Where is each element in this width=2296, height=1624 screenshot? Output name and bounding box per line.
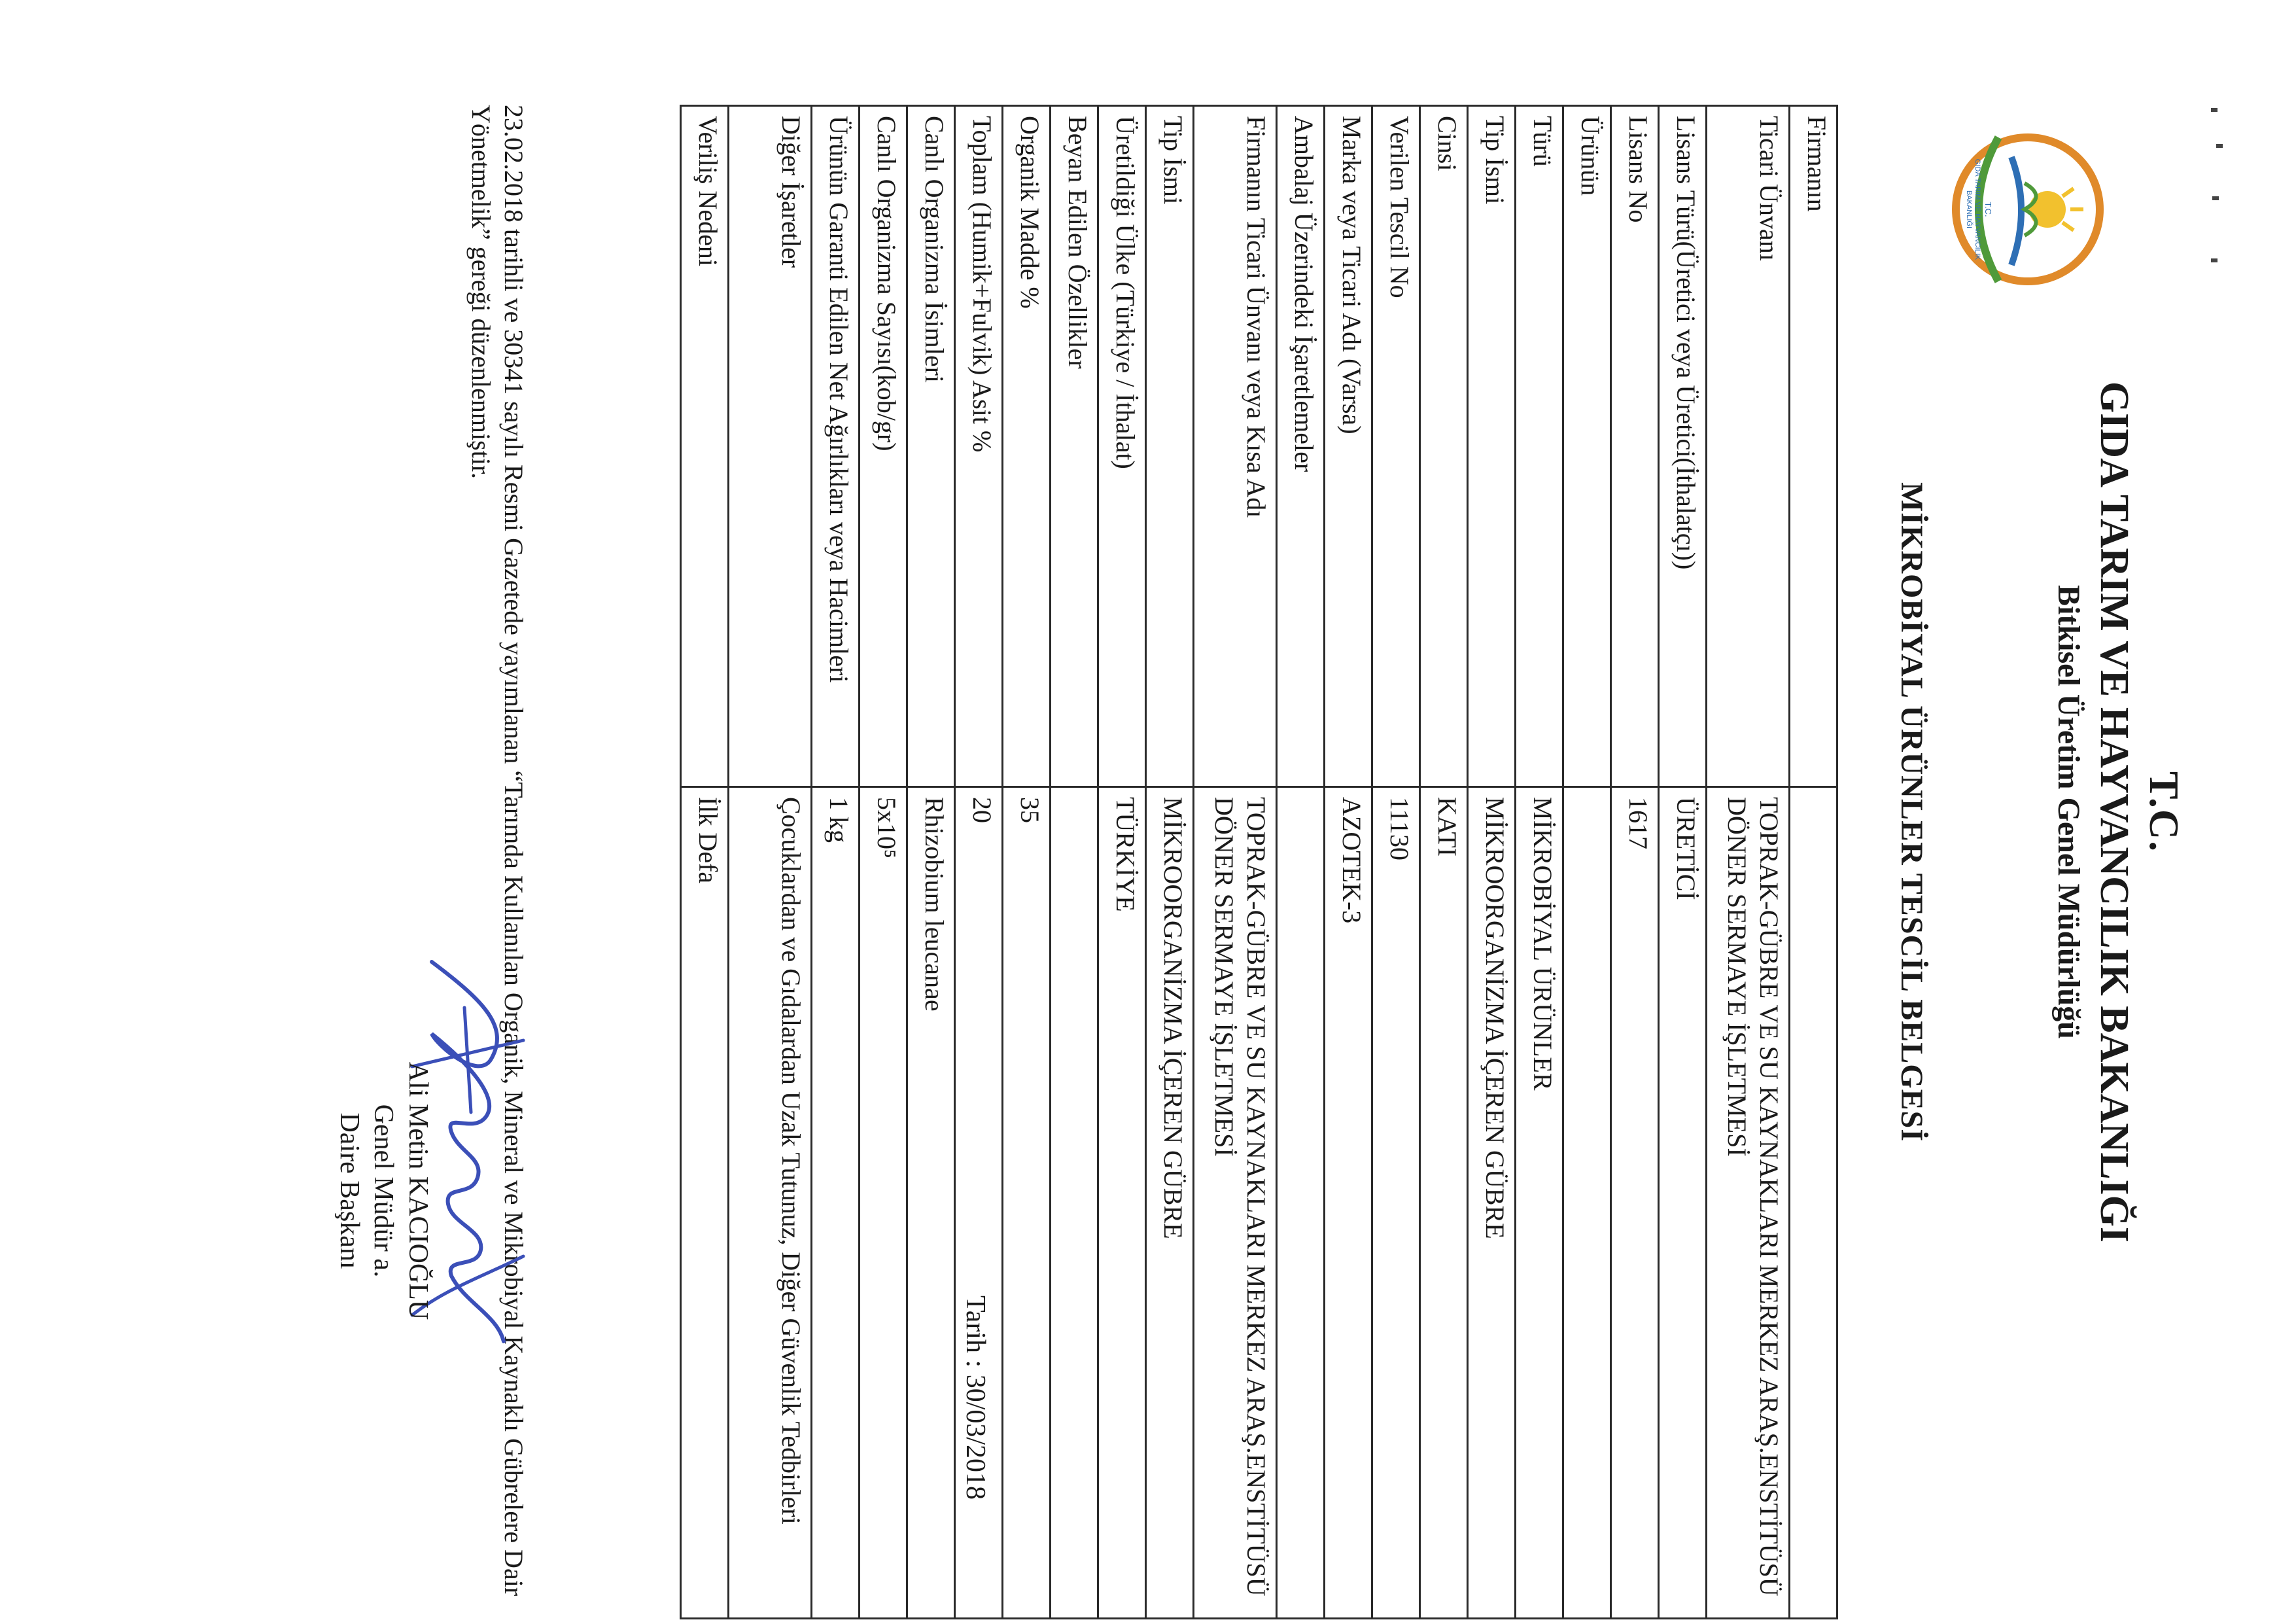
row-value: 1 kg	[812, 787, 860, 1619]
table-row	[1325, 106, 1372, 1619]
row-label: Canlı Organizma İsimleri	[907, 106, 955, 787]
row-label: Diğer İşaretler	[729, 106, 812, 787]
svg-text:T.C.: T.C.	[1983, 202, 1993, 217]
row-label: Verilen Tescil No	[1372, 106, 1420, 787]
header-ministry: GIDA TARIM VE HAYVANCILIK BAKANLIĞI	[2092, 381, 2136, 1243]
row-label: Firmanın Ticari Ünvanı veya Kısa Adı	[1194, 106, 1277, 787]
header-directorate: Bitkisel Üretim Genel Müdürlüğü	[2051, 585, 2086, 1039]
table-row	[1659, 106, 1707, 1619]
row-label: Veriliş Nedeni	[681, 106, 729, 787]
scan-speck	[2211, 108, 2218, 112]
signatory-block	[332, 962, 436, 1420]
row-value: KATI	[1420, 787, 1468, 1619]
table-row	[1563, 106, 1611, 1619]
scan-speck	[2211, 258, 2218, 262]
signatory-title: Genel Müdür a.	[368, 1104, 399, 1278]
row-label: Tip İsmi	[1146, 106, 1194, 787]
table-row	[1277, 106, 1325, 1619]
signatory-department: Daire Başkanı	[334, 1112, 364, 1269]
table-row	[1707, 106, 1790, 1619]
table-row	[729, 106, 812, 1619]
row-value: 5x10⁵	[860, 787, 907, 1619]
document-title: MİKROBİYAL ÜRÜNLER TESCİL BELGESİ	[1894, 482, 1929, 1142]
row-value: 35	[1003, 787, 1051, 1619]
table-row	[1051, 106, 1098, 1619]
scan-speck	[2212, 196, 2219, 200]
row-label: Beyan Edilen Özellikler	[1051, 106, 1098, 787]
row-label: Üretildiği Ülke (Türkiye / İthalat)	[1098, 106, 1146, 787]
table-row	[812, 106, 860, 1619]
row-label: Tip İsmi	[1468, 106, 1516, 787]
row-label: Ticari Ünvanı	[1707, 106, 1790, 787]
row-value: ÜRETİCİ	[1659, 787, 1707, 1619]
row-value: İlk Defa	[681, 787, 729, 1619]
row-value: 20	[955, 787, 1003, 1619]
issue-date: Tarih : 30/03/2018	[960, 1296, 990, 1500]
table-row	[1790, 106, 1837, 1619]
row-value	[1277, 787, 1325, 1619]
row-label: Organik Madde %	[1003, 106, 1051, 787]
row-value: MİKROORGANİZMA İÇEREN GÜBRE	[1146, 787, 1194, 1619]
table-row	[1098, 106, 1146, 1619]
row-value: AZOTEK-3	[1325, 787, 1372, 1619]
table-row	[907, 106, 955, 1619]
row-value	[1563, 787, 1611, 1619]
row-value: Rhizobium leucanae	[907, 787, 955, 1619]
row-label: Canlı Organizma Sayısı(kob/gr)	[860, 106, 907, 787]
row-label: Cinsi	[1420, 106, 1468, 787]
row-label: Firmanın	[1790, 106, 1837, 787]
table-row	[1194, 106, 1277, 1619]
registration-table	[680, 105, 1838, 1619]
svg-text:BAKANLIĞI: BAKANLIĞI	[1965, 190, 1973, 229]
table-row	[1468, 106, 1516, 1619]
row-label: Ambalaj Üzerindeki İşaretlemeler	[1277, 106, 1325, 787]
row-label: Ürünün Garanti Edilen Net Ağırlıkları veya Hacimleri	[812, 106, 860, 787]
row-value: Çocuklardan ve Gıdalardan Uzak Tutunuz, Diğer Güvenlik Tedbirleri	[729, 787, 812, 1619]
row-label: Türü	[1516, 106, 1563, 787]
regulation-note: 23.02.2018 tarihli ve 30341 sayılı Resmi Gazetede yayımlanan “Tarımda Kullanılan Organik, Mineral ve Mikrobiyal Kaynaklı Gübrelere Dair Yönetmelik” gereği düzenlenmiştir.	[466, 105, 529, 1597]
scan-speck	[2216, 144, 2223, 148]
table-row	[1003, 106, 1051, 1619]
row-label: Lisans Türü(Üretici veya Üretici(İthalatçı))	[1659, 106, 1707, 787]
table-row	[1146, 106, 1194, 1619]
row-label: Ürünün	[1563, 106, 1611, 787]
row-value: MİKROBİYAL ÜRÜNLER	[1516, 787, 1563, 1619]
row-value: MİKROORGANİZMA İÇEREN GÜBRE	[1468, 787, 1516, 1619]
row-value: TOPRAK-GÜBRE VE SU KAYNAKLARI MERKEZ ARAŞ.ENSTİTÜSÜ DÖNER SERMAYE İŞLETMESİ	[1707, 787, 1790, 1619]
row-label: Lisans No	[1611, 106, 1659, 787]
signatory-name: Ali Metin KACIOĞLU	[403, 1061, 433, 1320]
table-row	[681, 106, 729, 1619]
table-row	[1372, 106, 1420, 1619]
row-value	[1790, 787, 1837, 1619]
svg-text:GIDA TARIM VE HAYVANCILIK: GIDA TARIM VE HAYVANCILIK	[1974, 158, 1981, 260]
header	[2051, 0, 2188, 1624]
row-value: TÜRKİYE	[1098, 787, 1146, 1619]
table-row	[860, 106, 907, 1619]
row-value	[1051, 787, 1098, 1619]
header-republic: T.C.	[2141, 771, 2187, 853]
row-value: TOPRAK-GÜBRE VE SU KAYNAKLARI MERKEZ ARAŞ.ENSTİTÜSÜ DÖNER SERMAYE İŞLETMESİ	[1194, 787, 1277, 1619]
row-value: 11130	[1372, 787, 1420, 1619]
row-value: 1617	[1611, 787, 1659, 1619]
table-row	[1611, 106, 1659, 1619]
row-label: Toplam (Humik+Fulvik) Asit %	[955, 106, 1003, 787]
table-row	[1516, 106, 1563, 1619]
table-row	[1420, 106, 1468, 1619]
row-label: Marka veya Ticari Adı (Varsa)	[1325, 106, 1372, 787]
